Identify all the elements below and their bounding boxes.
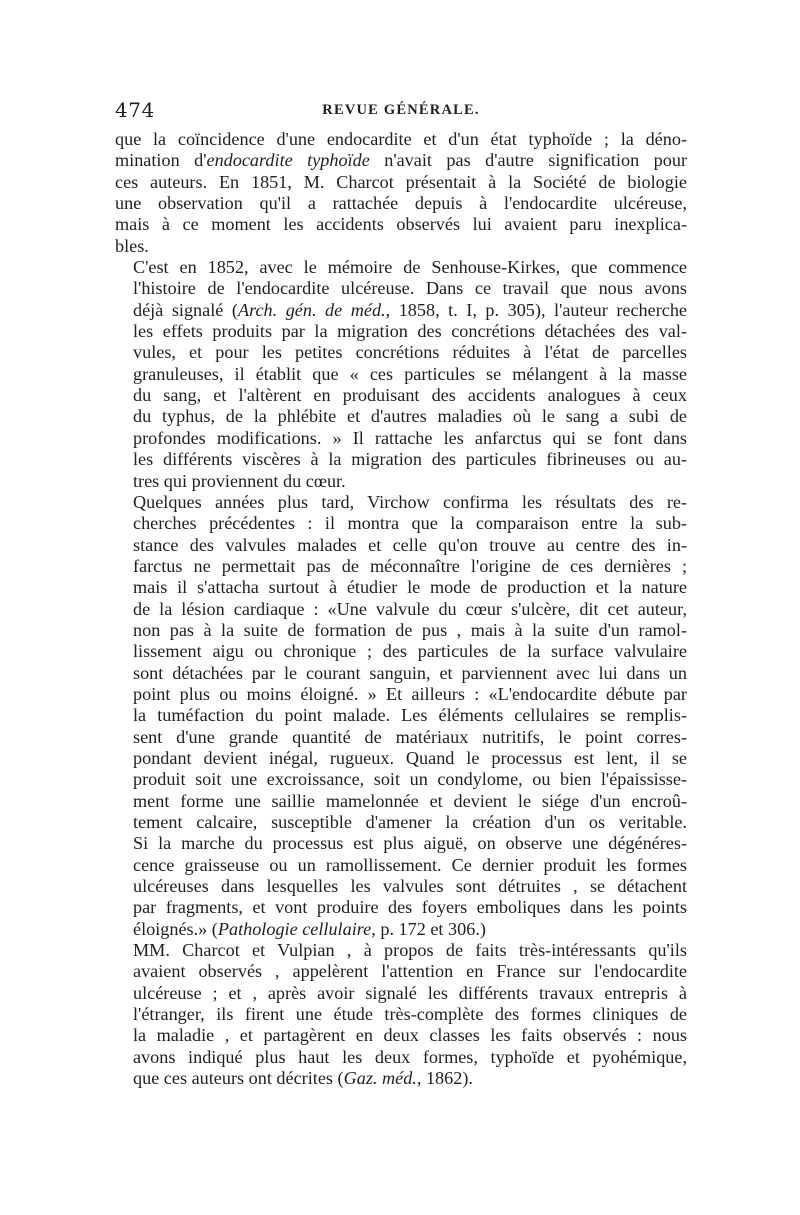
text-line: mais il s'attacha surtout à étudier le mode de production et la nature [133,577,687,598]
text-line: ulcéreuse ; et , après avoir signalé les différents travaux entrepris à [133,982,687,1003]
paragraph [115,940,687,1089]
text-line: MM. Charcot et Vulpian , à propos de faits très-intéressants qu'ils [133,940,687,961]
text-line: non pas à la suite de formation de pus , mais à la suite d'un ramol- [133,619,687,640]
text-line: sont détachées par le courant sanguin, et parviennent avec lui dans un [133,662,687,683]
text-line: C'est en 1852, avec le mémoire de Senhouse-Kirkes, que commence [133,257,687,278]
text-line: déjà signalé (Arch. gén. de méd., 1858, t. I, p. 305), l'auteur recherche [133,299,687,320]
text-line: mais à ce moment les accidents observés lui avaient paru inexplica- [115,214,687,235]
text-line: que ces auteurs ont décrites (Gaz. méd., 1862). [133,1068,473,1089]
text-line: les effets produits par la migration des concrétions détachées des val- [133,321,687,342]
italic-citation: Pathologie cellulaire [217,918,372,939]
text-line: avons indiqué plus haut les deux formes, typhoïde et pyohémique, [133,1046,687,1067]
text-line: stance des valvules malades et celle qu'on trouve au centre des in- [133,534,687,555]
text-line: tres qui proviennent du cœur. [133,470,346,491]
text-line: sent d'une grande quantité de matériaux nutritifs, le point corres- [133,726,687,747]
paragraph [115,257,687,492]
text-line: du typhus, de la phlébite et d'autres maladies où le sang a subi de [133,406,687,427]
text-line: mination d'endocardite typhoïde n'avait pas d'autre signification pour [115,150,688,171]
text-line: une observation qu'il a rattachée depuis à l'endocardite ulcéreuse, [115,193,687,214]
body-text [115,129,687,1089]
text-line: du sang, et l'altèrent en produisant des accidents analogues à ceux [133,385,687,406]
text-line: ulcéreuses dans lesquelles les valvules sont détruites , se détachent [133,876,687,897]
italic-citation: endocardite typhoïde [206,150,370,171]
text-line: bles. [115,235,149,256]
text-line: les différents viscères à la migration des particules fibrineuses ou au- [133,449,687,470]
paragraph [115,129,687,257]
text-line: la tuméfaction du point malade. Les éléments cellulaires se remplis- [133,705,687,726]
text-line: produit soit une excroissance, soit un condylome, ou bien l'épaississe- [133,769,687,790]
text-line: cence graisseuse ou un ramollissement. Ce dernier produit les formes [133,854,687,875]
text-line: éloignés.» (Pathologie cellulaire, p. 172 et 306.) [133,918,486,939]
running-title: REVUE GÉNÉRALE. [322,102,480,118]
text-line: tement calcaire, susceptible d'amener la création d'un os veritable. [133,812,687,832]
text-line: avaient observés , appelèrent l'attention en France sur l'endocardite [133,961,687,982]
text-line: farctus ne permettait pas de méconnaître l'origine de ces dernières ; [133,555,687,576]
text-line: granuleuses, il établit que « ces particules se mélangent à la masse [133,363,687,384]
text-line: Quelques années plus tard, Virchow confirma les résultats des re- [133,491,687,512]
page-number: 474 [115,98,155,122]
text-line: lissement aigu ou chronique ; des particules de la surface valvulaire [133,641,687,662]
text-line: vules, et pour les petites concrétions réduites à l'état de parcelles [133,342,687,363]
text-line: cherches précédentes : il montra que la comparaison entre la sub- [133,513,687,534]
text-line: de la lésion cardiaque : «Une valvule du cœur s'ulcère, dit cet auteur, [133,598,687,619]
text-line: profondes modifications. » Il rattache les anfarctus qui se font dans [133,427,687,448]
paragraph [115,492,687,940]
text-line: la maladie , et partagèrent en deux classes les faits observés : nous [133,1025,687,1046]
text-line: point plus ou moins éloigné. » Et ailleurs : «L'endocardite débute par [133,683,687,704]
text-line: ces auteurs. En 1851, M. Charcot présentait à la Société de biologie [115,171,687,192]
text-line: l'histoire de l'endocardite ulcéreuse. Dans ce travail que nous avons [133,278,687,299]
italic-citation: Gaz. méd. [343,1068,417,1089]
text-line: Si la marche du processus est plus aiguë, on observe une dégénéres- [133,833,687,854]
text-line: que la coïncidence d'une endocardite et d'un état typhoïde ; la déno- [115,129,687,149]
text-line: pondant devient inégal, rugueux. Quand le processus est lent, il se [133,747,687,768]
text-line: par fragments, et vont produire des foyers emboliques dans les points [133,897,687,918]
text-line: ment forme une saillie mamelonnée et devient le siége d'un encroû- [133,790,687,811]
italic-citation: Arch. gén. de méd. [237,299,386,320]
text-line: l'étranger, ils firent une étude très-complète des formes cliniques de [133,1004,687,1025]
page-header [115,98,687,126]
